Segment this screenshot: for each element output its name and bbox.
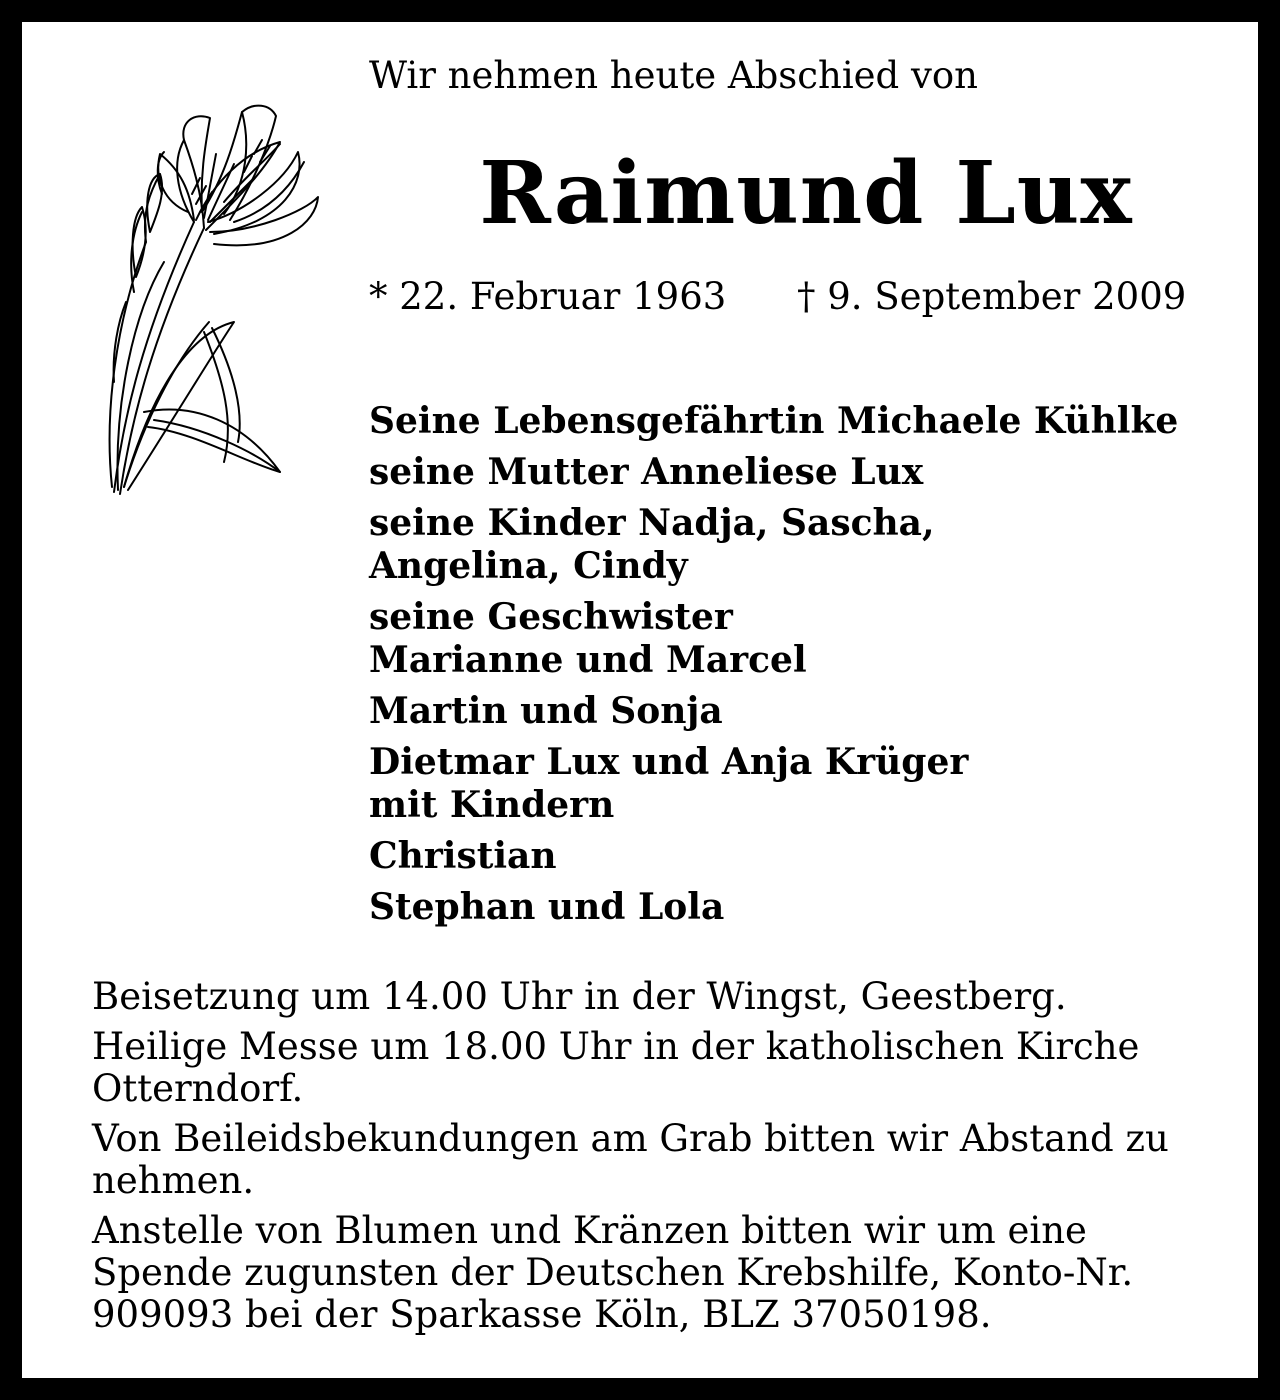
mourner-line: Stephan und Lola bbox=[369, 886, 725, 928]
mourner-line: Dietmar Lux und Anja Krüger bbox=[369, 741, 969, 783]
birth-date: * 22. Februar 1963 bbox=[369, 275, 727, 318]
mourner-line: Seine Lebensgefährtin Michaele Kühlke bbox=[369, 400, 1179, 442]
mourner-line: mit Kindern bbox=[369, 784, 615, 826]
mourner-entry bbox=[369, 835, 1178, 878]
mourner-entry bbox=[369, 451, 1178, 494]
mourner-entry bbox=[369, 741, 1178, 827]
life-dates bbox=[369, 274, 1189, 320]
mourner-entry bbox=[369, 596, 1178, 682]
condolence-request: Von Beileidsbekundungen am Grab bitten wir Abstand zu nehmen. bbox=[92, 1117, 1169, 1202]
mourner-entry bbox=[369, 886, 1178, 929]
mass-info: Heilige Messe um 18.00 Uhr in der katholischen Kirche Otterndorf. bbox=[92, 1025, 1140, 1110]
mourner-line: seine Mutter Anneliese Lux bbox=[369, 451, 924, 493]
donation-request: Anstelle von Blumen und Kränzen bitten wir um eine Spende zugunsten der Deutschen Krebshilfe, Konto-Nr. 909093 bei der Sparkasse Köln, BLZ 37050198. bbox=[92, 1209, 1134, 1336]
mourner-line: Christian bbox=[369, 835, 557, 877]
lily-flower-icon bbox=[84, 82, 320, 500]
deceased-name: Raimund Lux bbox=[479, 143, 1133, 244]
burial-info: Beisetzung um 14.00 Uhr in der Wingst, Geestberg. bbox=[92, 975, 1067, 1018]
intro-text: Wir nehmen heute Abschied von bbox=[369, 54, 979, 97]
mourners-list bbox=[369, 400, 1178, 937]
mourner-entry bbox=[369, 502, 1178, 588]
funeral-details bbox=[92, 976, 1202, 1344]
mourner-entry bbox=[369, 400, 1178, 443]
mourner-line: seine Geschwister bbox=[369, 596, 733, 638]
mourner-line: Marianne und Marcel bbox=[369, 639, 807, 681]
mourner-line: Angelina, Cindy bbox=[369, 545, 688, 587]
death-date: † 9. September 2009 bbox=[797, 275, 1187, 318]
mourner-line: seine Kinder Nadja, Sascha, bbox=[369, 502, 935, 544]
mourner-entry bbox=[369, 690, 1178, 733]
mourner-line: Martin und Sonja bbox=[369, 690, 723, 732]
